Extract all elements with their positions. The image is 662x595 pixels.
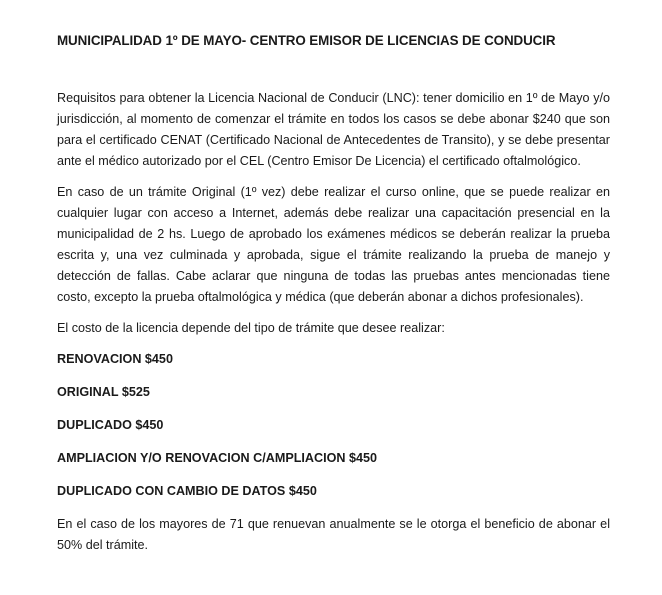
price-duplicado: DUPLICADO $450 bbox=[57, 418, 164, 432]
procedure-paragraph: En caso de un trámite Original (1º vez) debe realizar el curso online, que se puede realizar en cualquier lugar con acceso a Internet, además debe realizar una capacitación presencial en la municipalidad de 2 hs. Luego de aprobado los exámenes médicos se deberán realizar la prueba escrita y, una vez culminada y aprobada, sigue el trámite realizando la prueba de manejo y detección de fallas. Cabe aclarar que ninguna de todas las pruebas antes mencionadas tiene costo, excepto la prueba oftalmológica y médica (que deberán abonar a dichos profesionales). bbox=[57, 185, 610, 304]
closing-paragraph: En el caso de los mayores de 71 que renuevan anualmente se le otorga el beneficio de abonar el 50% del trámite. bbox=[57, 517, 610, 552]
price-original: ORIGINAL $525 bbox=[57, 385, 150, 399]
document-title: MUNICIPALIDAD 1º DE MAYO- CENTRO EMISOR DE LICENCIAS DE CONDUCIR bbox=[57, 33, 556, 48]
price-duplicado-cambio-datos: DUPLICADO CON CAMBIO DE DATOS $450 bbox=[57, 484, 317, 498]
price-ampliacion: AMPLIACION Y/O RENOVACION C/AMPLIACION $450 bbox=[57, 451, 378, 465]
price-renovacion: RENOVACION $450 bbox=[57, 352, 173, 366]
price-list bbox=[57, 349, 610, 502]
requirements-paragraph: Requisitos para obtener la Licencia Nacional de Conducir (LNC): tener domicilio en 1º de Mayo y/o jurisdicción, al momento de comenzar el trámite en todos los casos se debe abonar $240 que son para el certificado CENAT (Certificado Nacional de Antecedentes de Transito), y se debe presentar ante el médico autorizado por el CEL (Centro Emisor De Licencia) el certificado oftalmológico. bbox=[57, 91, 610, 168]
cost-intro-paragraph: El costo de la licencia depende del tipo de trámite que desee realizar: bbox=[57, 321, 445, 335]
